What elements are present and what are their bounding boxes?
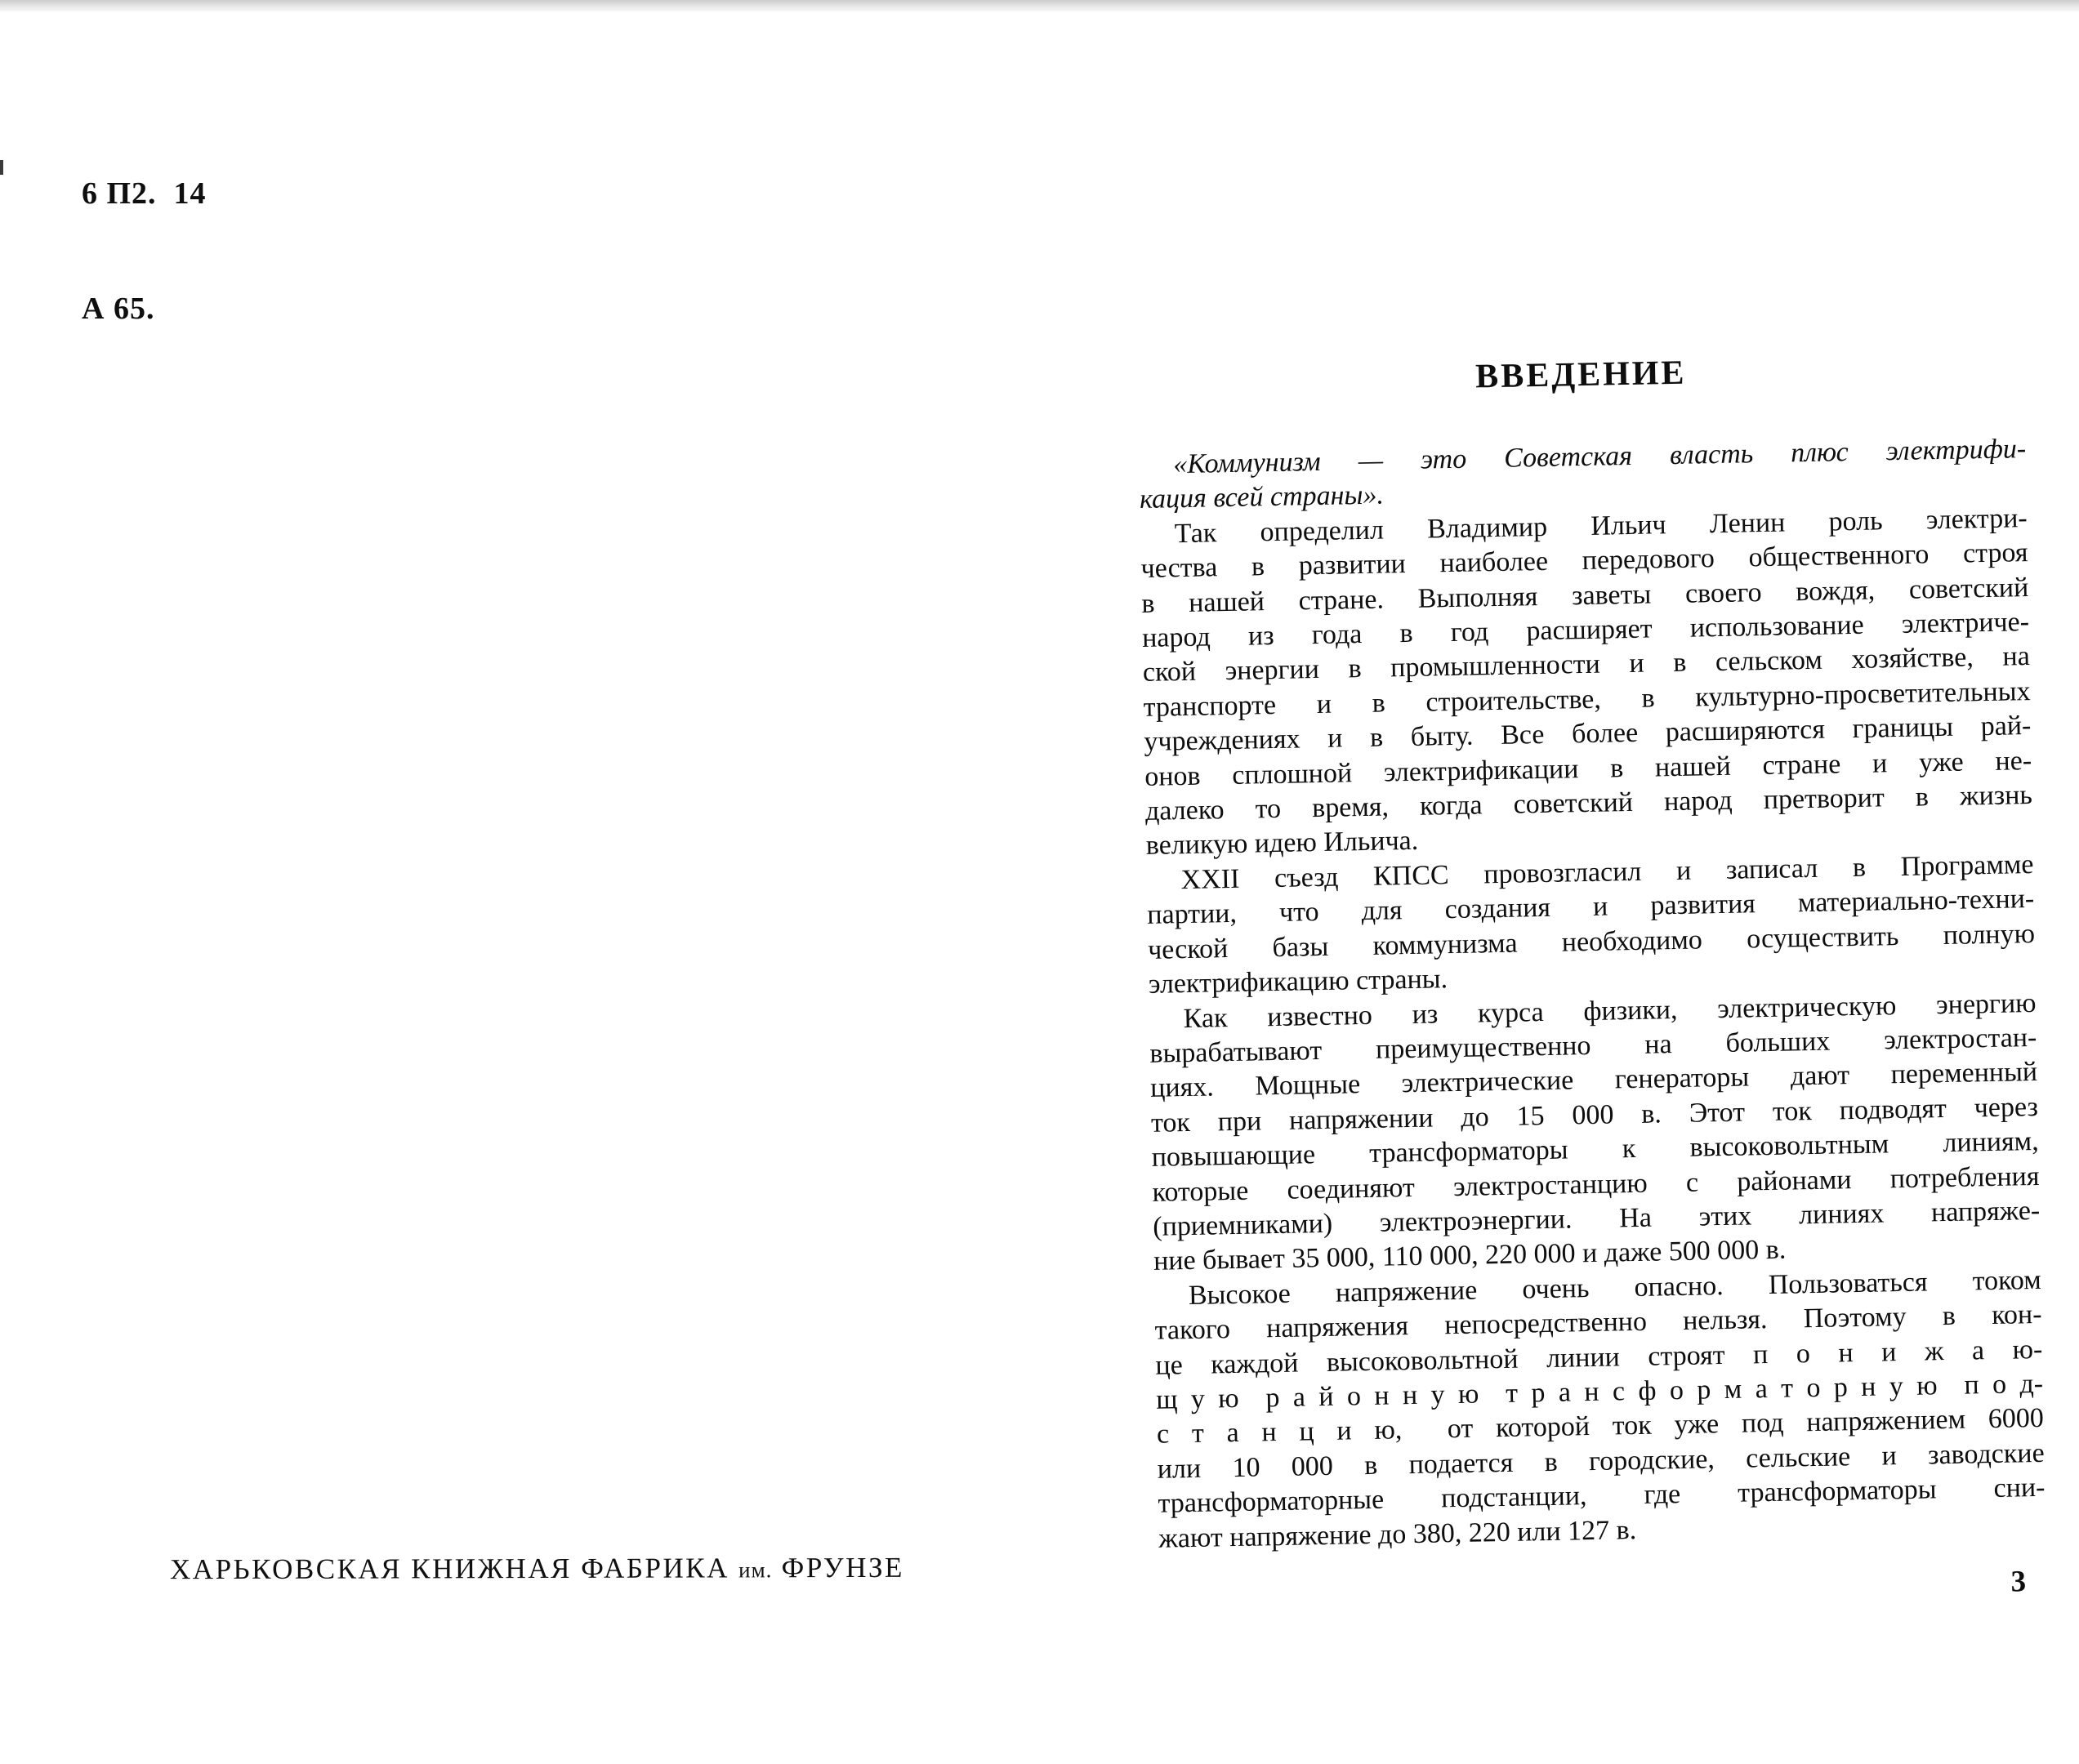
text-line: жают напряжение до 380, 220 или 127 в. <box>1158 1514 1637 1554</box>
scan-edge-artifact-top <box>0 0 2079 11</box>
text-line: вырабатывают преимущественно на больших электростан- <box>1149 1022 2037 1069</box>
text-line: транспорте и в строительстве, в культурно-просветительных <box>1143 675 2031 723</box>
text-line: в нашей стране. Выполняя заветы своего вождя, советский <box>1141 572 2029 619</box>
text-line: Как известно из курса физики, электрическую энергию <box>1183 987 2037 1034</box>
imprint-factory: ХАРЬКОВСКАЯ КНИЖНАЯ ФАБРИКА <box>169 1552 729 1586</box>
imprint-abbr: им. <box>738 1557 773 1583</box>
text-line: онов сплошной электрификации в нашей стране и уже не- <box>1144 745 2032 792</box>
text-line: Так определил Владимир Ильич Ленин роль электри- <box>1174 502 2028 550</box>
text-line: с т а н ц и ю, от которой ток уже под напряжением 6000 <box>1156 1403 2045 1450</box>
scan-edge-artifact-left <box>0 160 3 175</box>
text-line: XXII съезд КПСС провозгласил и записал в Программе <box>1180 849 2034 895</box>
text-line: Высокое напряжение очень опасно. Пользоваться током <box>1188 1264 2042 1311</box>
paragraph <box>1149 986 2041 1279</box>
call-number-line: 6 П2. 14 <box>82 176 207 211</box>
library-call-number <box>82 98 207 405</box>
paragraph <box>1154 1263 2046 1557</box>
text-line: такого напряжения непосредственно нельзя. Поэтому в кон- <box>1154 1299 2042 1346</box>
text-line: народ из года в год расширяет использование электриче- <box>1141 607 2030 653</box>
text-line: партии, что для создания и развития материально-техни- <box>1147 884 2035 931</box>
text-line: ток при напряжении до 15 000 в. Этот ток подводят через <box>1150 1091 2039 1138</box>
text-line: электрификацию страны. <box>1148 964 1448 1000</box>
text-line: далеко то время, когда советский народ претворит в жизнь <box>1144 780 2033 826</box>
section-heading: ВВЕДЕНИЕ <box>1474 354 1687 396</box>
text-line: ской энергии в промышленности и в сельском хозяйстве, на <box>1142 641 2031 688</box>
text-line: циях. Мощные электрические генераторы дают переменный <box>1149 1057 2038 1104</box>
text-line: повышающие трансформаторы к высоковольтным линиям, <box>1151 1126 2039 1173</box>
body-text-column <box>1137 348 2046 1557</box>
text-line: великую идею Ильича. <box>1145 826 1419 862</box>
printing-house-imprint <box>170 1552 904 1586</box>
paragraph <box>1140 501 2033 864</box>
text-line: кация всей страны». <box>1139 479 1385 515</box>
paragraph <box>1146 848 2036 1002</box>
text-line: «Коммунизм — это Советская власть плюс электрифи- <box>1172 434 2027 480</box>
page-number: 3 <box>2010 1565 2027 1599</box>
text-line: це каждой высоковольтной линии строят п о н и ж а ю- <box>1155 1334 2043 1381</box>
text-line: (приемниками) электроэнергии. На этих линиях напряже- <box>1153 1195 2041 1242</box>
text-line: ние бывает 35 000, 110 000, 220 000 и даже 500 000 в. <box>1153 1234 1787 1277</box>
text-line: ческой базы коммунизма необходимо осуществить полную <box>1147 918 2036 965</box>
text-line: щ у ю р а й о н н у ю т р а н с ф о р м а т о р н у ю п о д- <box>1155 1368 2044 1415</box>
imprint-name: ФРУНЗЕ <box>781 1551 904 1584</box>
text-line: которые соединяют электростанцию с районами потребления <box>1152 1160 2040 1208</box>
text-line: учреждениях и в быту. Все более расширяются границы рай- <box>1144 710 2032 758</box>
text-line: чества в развитии наиболее передового общественного строя <box>1140 537 2028 585</box>
call-number-line: А 65. <box>82 292 155 326</box>
text-line: трансформаторные подстанции, где трансформаторы сни- <box>1158 1472 2046 1519</box>
text-line: или 10 000 в подается в городские, сельские и заводские <box>1157 1437 2045 1485</box>
